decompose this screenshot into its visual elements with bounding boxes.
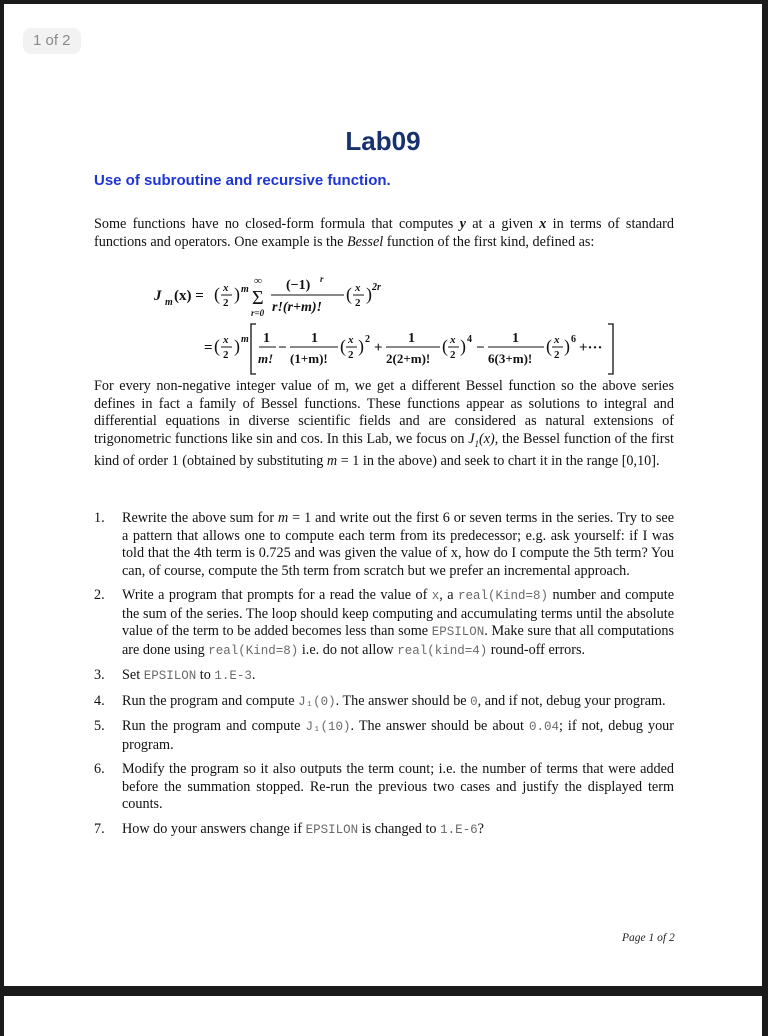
- sum-lower: r=0: [251, 308, 265, 318]
- sum-upper: ∞: [254, 275, 262, 287]
- term3-den: 2(2+m)!: [386, 351, 431, 366]
- formula-eq: =: [204, 340, 213, 356]
- term1-den: m!: [258, 351, 274, 366]
- term4-num: 1: [512, 331, 519, 346]
- term4-den: 6(3+m)!: [488, 351, 533, 366]
- term1-num: 1: [263, 331, 270, 346]
- sum-numerator: (−1): [286, 278, 311, 293]
- svg-text:x: x: [223, 334, 229, 346]
- task-list: [94, 510, 674, 846]
- svg-text:m: m: [241, 334, 249, 345]
- term2-den: (1+m)!: [290, 351, 328, 366]
- term3-num: 1: [408, 331, 415, 346]
- svg-text:x: x: [554, 334, 560, 346]
- svg-text:): ): [234, 336, 240, 356]
- list-item: 5. Run the program and compute J₁(10). The answer should be about 0.04; if not, debug your program.: [94, 718, 675, 753]
- list-item: 7. How do your answers change if EPSILON is changed to 1.E-6?: [94, 820, 484, 837]
- svg-text:x: x: [348, 334, 354, 346]
- paren-open-3: (: [214, 336, 220, 356]
- frac-x-den: 2: [223, 297, 229, 309]
- exp-2r: 2r: [372, 282, 381, 293]
- sum-sigma: Σ: [252, 287, 264, 309]
- page-indicator: 1 of 2: [23, 28, 81, 54]
- page-footer: Page 1 of 2: [622, 932, 675, 944]
- document-title: Lab09: [345, 126, 421, 156]
- svg-text:+: +: [374, 340, 383, 356]
- bessel-description-paragraph: For every non-negative integer value of m, we get a different Bessel function so the above series defines in fact a family of Bessel functions. These functions appear as solutions to integral and differential equations in diverse scientific fields and are considered as natural extensions of trigonometric functions like sin and cos. In this Lab, we focus on $J_1(x)$, the Bessel function of the first kind of order 1 (obtained by substituting m = 1 in the above) and seek to chart it in the range [0,10].: [94, 378, 674, 469]
- pdf-page-2: [4, 996, 762, 1036]
- series-tail: +···: [579, 340, 603, 356]
- svg-text:(: (: [442, 336, 448, 356]
- frac-x-den-2: 2: [355, 297, 361, 309]
- svg-text:(: (: [546, 336, 552, 356]
- bessel-formula: [4, 266, 762, 386]
- svg-text:−: −: [476, 340, 485, 356]
- term3-exp: 4: [467, 334, 472, 345]
- svg-text:): ): [460, 336, 466, 356]
- list-item: 3. Set EPSILON to 1.E-3.: [94, 667, 256, 683]
- svg-text:): ): [358, 336, 364, 356]
- pdf-page-1: [4, 4, 762, 986]
- list-item: 1. Rewrite the above sum for m = 1 and write out the first 6 or seven terms in the series. Try to see a pattern that allows one to compute each term from its predecessor; e.g. ask yourself: if I was told that the 4th term is 0.725 and was given the value of x, how do I compute the 5th term? You can, of course, compute the 5th term from scratch but we prefer an incremental approach.: [94, 510, 674, 579]
- svg-text:(: (: [340, 336, 346, 356]
- list-item: 6. Modify the program so it also outputs the term count; i.e. the number of terms that were added before the summation stopped. Re-run the previous two cases and justify the displayed term counts.: [94, 761, 674, 812]
- sum-denominator: r!(r+m)!: [272, 300, 322, 315]
- svg-text:2: 2: [223, 349, 229, 361]
- list-item: 2. Write a program that prompts for a read the value of x, a real(Kind=8) number and compute the sum of the series. The loop should keep computing and accumulating terms until the absolute value of the term to be added becomes less than some EPSILON. Make sure that all computations are done using real(Kind=8) i.e. do not allow real(kind=4) round-off errors.: [94, 587, 675, 658]
- paren-open-2: (: [346, 284, 352, 304]
- paren-close: ): [234, 284, 240, 304]
- svg-text:−: −: [278, 340, 287, 356]
- exp-m: m: [241, 284, 249, 295]
- formula-lhs: J: [154, 288, 162, 304]
- svg-text:x: x: [450, 334, 456, 346]
- term4-exp: 6: [571, 334, 576, 345]
- document-subtitle: Use of subroutine and recursive function.: [94, 172, 391, 189]
- formula-lhs-arg: (x) =: [174, 288, 204, 304]
- list-item: 4. Run the program and compute J₁(0). The answer should be 0, and if not, debug your program.: [94, 692, 666, 709]
- svg-text:): ): [564, 336, 570, 356]
- paren-open: (: [214, 284, 220, 304]
- intro-paragraph: Some functions have no closed-form formula that computes y at a given x in terms of standard functions and operators. One example is the Bessel function of the first kind, defined as:: [94, 216, 674, 250]
- sum-numerator-exp: r: [320, 274, 324, 284]
- term2-exp: 2: [365, 334, 370, 345]
- term2-num: 1: [311, 331, 318, 346]
- svg-text:2: 2: [450, 349, 456, 361]
- frac-x-num-2: x: [355, 282, 361, 294]
- formula-lhs-sub: m: [165, 297, 173, 308]
- svg-text:2: 2: [554, 349, 560, 361]
- paren-close-2: ): [366, 284, 372, 304]
- svg-text:2: 2: [348, 349, 354, 361]
- frac-x-num: x: [223, 282, 229, 294]
